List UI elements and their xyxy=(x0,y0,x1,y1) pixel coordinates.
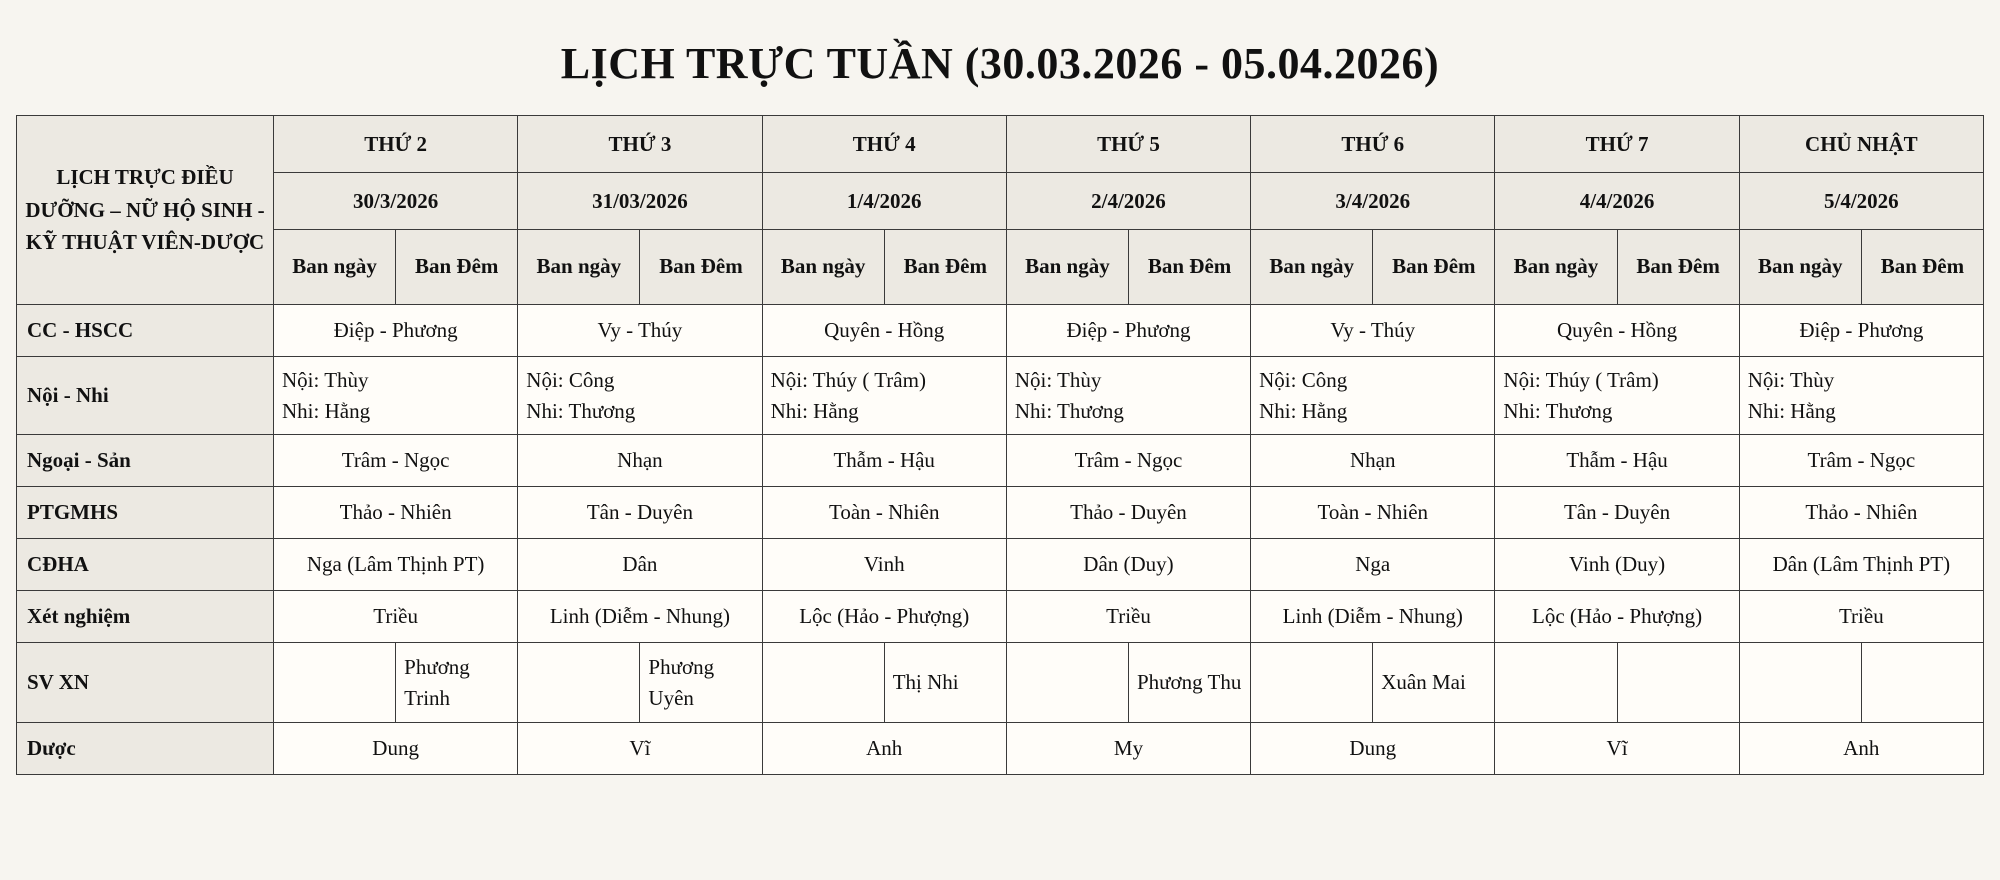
shift-header-thu-day: Ban ngày xyxy=(1006,230,1128,305)
day-header-tue: THỨ 3 xyxy=(518,116,762,173)
cell-r3-d1: Tân - Duyên xyxy=(518,487,762,539)
shift-header-sat-day: Ban ngày xyxy=(1495,230,1617,305)
cell-r7-d2: Anh xyxy=(762,723,1006,775)
cell-r5-d6: Triều xyxy=(1739,591,1983,643)
cell-r4-d3: Dân (Duy) xyxy=(1006,539,1250,591)
cell-r6-d5-day xyxy=(1495,643,1617,723)
day-header-fri: THỨ 6 xyxy=(1251,116,1495,173)
cell-r1-d0: Nội: Thùy Nhi: Hằng xyxy=(274,357,518,435)
cell-r4-d0: Nga (Lâm Thịnh PT) xyxy=(274,539,518,591)
shift-header-wed-day: Ban ngày xyxy=(762,230,884,305)
cell-r1-d1: Nội: Công Nhi: Thương xyxy=(518,357,762,435)
cell-r3-d5: Tân - Duyên xyxy=(1495,487,1739,539)
date-header-fri: 3/4/2026 xyxy=(1251,173,1495,230)
cell-r0-d4: Vy - Thúy xyxy=(1251,305,1495,357)
shift-header-wed-night: Ban Đêm xyxy=(884,230,1006,305)
cell-r2-d4: Nhạn xyxy=(1251,435,1495,487)
date-header-thu: 2/4/2026 xyxy=(1006,173,1250,230)
date-header-sat: 4/4/2026 xyxy=(1495,173,1739,230)
row-label-3: PTGMHS xyxy=(17,487,274,539)
cell-r6-d2-night: Thị Nhi xyxy=(884,643,1006,723)
cell-r3-d0: Thảo - Nhiên xyxy=(274,487,518,539)
row-label-5: Xét nghiệm xyxy=(17,591,274,643)
shift-header-thu-night: Ban Đêm xyxy=(1128,230,1250,305)
cell-r2-d0: Trâm - Ngọc xyxy=(274,435,518,487)
cell-r3-d6: Thảo - Nhiên xyxy=(1739,487,1983,539)
cell-r2-d5: Thẫm - Hậu xyxy=(1495,435,1739,487)
shift-header-tue-night: Ban Đêm xyxy=(640,230,762,305)
cell-r2-d1: Nhạn xyxy=(518,435,762,487)
cell-r2-d2: Thẫm - Hậu xyxy=(762,435,1006,487)
table-body xyxy=(17,305,1984,775)
cell-r7-d6: Anh xyxy=(1739,723,1983,775)
day-header-sun: CHỦ NHẬT xyxy=(1739,116,1983,173)
day-header-mon: THỨ 2 xyxy=(274,116,518,173)
cell-r2-d3: Trâm - Ngọc xyxy=(1006,435,1250,487)
row-label-1: Nội - Nhi xyxy=(17,357,274,435)
row-label-6: SV XN xyxy=(17,643,274,723)
cell-r0-d3: Điệp - Phương xyxy=(1006,305,1250,357)
cell-r7-d4: Dung xyxy=(1251,723,1495,775)
date-header-sun: 5/4/2026 xyxy=(1739,173,1983,230)
cell-r5-d2: Lộc (Hảo - Phượng) xyxy=(762,591,1006,643)
cell-r4-d4: Nga xyxy=(1251,539,1495,591)
cell-r3-d3: Thảo - Duyên xyxy=(1006,487,1250,539)
cell-r3-d2: Toàn - Nhiên xyxy=(762,487,1006,539)
table-header xyxy=(17,116,1984,305)
cell-r6-d4-night: Xuân Mai xyxy=(1373,643,1495,723)
cell-r7-d3: My xyxy=(1006,723,1250,775)
shift-header-sun-night: Ban Đêm xyxy=(1861,230,1983,305)
cell-r0-d0: Điệp - Phương xyxy=(274,305,518,357)
shift-header-fri-day: Ban ngày xyxy=(1251,230,1373,305)
cell-r4-d6: Dân (Lâm Thịnh PT) xyxy=(1739,539,1983,591)
cell-r6-d2-day xyxy=(762,643,884,723)
cell-r6-d5-night xyxy=(1617,643,1739,723)
shift-header-sun-day: Ban ngày xyxy=(1739,230,1861,305)
table-row xyxy=(17,591,1984,643)
cell-r6-d4-day xyxy=(1251,643,1373,723)
cell-r6-d3-night: Phương Thu xyxy=(1128,643,1250,723)
cell-r1-d3: Nội: Thùy Nhi: Thương xyxy=(1006,357,1250,435)
cell-r6-d1-night: Phương Uyên xyxy=(640,643,762,723)
row-label-4: CĐHA xyxy=(17,539,274,591)
cell-r4-d1: Dân xyxy=(518,539,762,591)
date-header-tue: 31/03/2026 xyxy=(518,173,762,230)
table-row xyxy=(17,305,1984,357)
cell-r6-d6-day xyxy=(1739,643,1861,723)
cell-r1-d5: Nội: Thúy ( Trâm) Nhi: Thương xyxy=(1495,357,1739,435)
cell-r7-d1: Vĩ xyxy=(518,723,762,775)
shift-header-tue-day: Ban ngày xyxy=(518,230,640,305)
date-header-wed: 1/4/2026 xyxy=(762,173,1006,230)
day-header-sat: THỨ 7 xyxy=(1495,116,1739,173)
shift-header-fri-night: Ban Đêm xyxy=(1373,230,1495,305)
row-label-0: CC - HSCC xyxy=(17,305,274,357)
day-header-wed: THỨ 4 xyxy=(762,116,1006,173)
cell-r0-d5: Quyên - Hồng xyxy=(1495,305,1739,357)
cell-r3-d4: Toàn - Nhiên xyxy=(1251,487,1495,539)
table-row xyxy=(17,487,1984,539)
cell-r7-d0: Dung xyxy=(274,723,518,775)
table-row xyxy=(17,723,1984,775)
cell-r1-d4: Nội: Công Nhi: Hằng xyxy=(1251,357,1495,435)
cell-r2-d6: Trâm - Ngọc xyxy=(1739,435,1983,487)
cell-r5-d1: Linh (Diễm - Nhung) xyxy=(518,591,762,643)
cell-r0-d6: Điệp - Phương xyxy=(1739,305,1983,357)
cell-r6-d1-day xyxy=(518,643,640,723)
shift-header-mon-day: Ban ngày xyxy=(274,230,396,305)
table-row xyxy=(17,435,1984,487)
cell-r5-d0: Triều xyxy=(274,591,518,643)
table-row xyxy=(17,643,1984,723)
cell-r0-d1: Vy - Thúy xyxy=(518,305,762,357)
date-header-mon: 30/3/2026 xyxy=(274,173,518,230)
cell-r4-d2: Vinh xyxy=(762,539,1006,591)
header-row-shifts xyxy=(17,230,1984,305)
header-row-days xyxy=(17,116,1984,173)
cell-r6-d3-day xyxy=(1006,643,1128,723)
shift-header-sat-night: Ban Đêm xyxy=(1617,230,1739,305)
row-label-7: Dược xyxy=(17,723,274,775)
cell-r5-d3: Triều xyxy=(1006,591,1250,643)
corner-header-label: LỊCH TRỰC ĐIỀU DƯỠNG – NỮ HỘ SINH - KỸ THUẬT VIÊN-DƯỢC xyxy=(17,116,274,305)
table-row xyxy=(17,357,1984,435)
cell-r6-d0-night: Phương Trinh xyxy=(396,643,518,723)
cell-r7-d5: Vĩ xyxy=(1495,723,1739,775)
weekly-duty-schedule-table xyxy=(16,115,1984,775)
page-title: LỊCH TRỰC TUẦN (30.03.2026 - 05.04.2026) xyxy=(560,39,1440,88)
cell-r6-d6-night xyxy=(1861,643,1983,723)
cell-r5-d5: Lộc (Hảo - Phượng) xyxy=(1495,591,1739,643)
cell-r0-d2: Quyên - Hồng xyxy=(762,305,1006,357)
header-row-dates xyxy=(17,173,1984,230)
table-row xyxy=(17,539,1984,591)
cell-r1-d6: Nội: Thùy Nhi: Hằng xyxy=(1739,357,1983,435)
cell-r5-d4: Linh (Diễm - Nhung) xyxy=(1251,591,1495,643)
row-label-2: Ngoại - Sản xyxy=(17,435,274,487)
day-header-thu: THỨ 5 xyxy=(1006,116,1250,173)
shift-header-mon-night: Ban Đêm xyxy=(396,230,518,305)
cell-r6-d0-day xyxy=(274,643,396,723)
cell-r4-d5: Vinh (Duy) xyxy=(1495,539,1739,591)
cell-r1-d2: Nội: Thúy ( Trâm) Nhi: Hằng xyxy=(762,357,1006,435)
